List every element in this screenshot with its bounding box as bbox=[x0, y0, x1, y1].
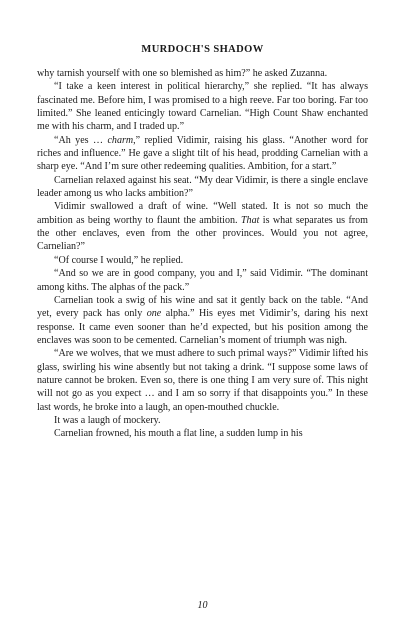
italic-text: one bbox=[146, 308, 162, 320]
text-segment: “I take a keen interest in political hierarchy,” she replied. “It has always fascinated me. Before him, I was promised to a high reeve. Far too boring. Far too limited.” She leaned enticingly toward Carnelian. “High Count Shaw enchanted me with his charm, and I traded up.” bbox=[37, 81, 368, 133]
text-segment: It was a laugh of mockery. bbox=[54, 414, 161, 426]
paragraph bbox=[37, 134, 368, 174]
book-page bbox=[37, 0, 368, 630]
page-number: 10 bbox=[197, 600, 208, 611]
paragraph bbox=[37, 294, 368, 347]
italic-text: That bbox=[240, 214, 260, 226]
paragraph bbox=[37, 347, 368, 414]
paragraph bbox=[37, 254, 368, 267]
italic-text: charm bbox=[107, 134, 134, 146]
paragraph bbox=[37, 174, 368, 201]
text-segment: ,” replied Vidimir, raising his glass. “Another word for riches and influence.” He gave a slight tilt of his head, prodding Carnelian with a sharp eye. “And I’m sure other redeeming qualities. Ambition, for a start.” bbox=[37, 134, 368, 173]
text-segment: why tarnish yourself with one so blemished as him?” he asked Zuzanna. bbox=[37, 68, 328, 79]
running-title: MURDOCH'S SHADOW bbox=[141, 44, 264, 55]
text-segment: Carnelian relaxed against his seat. “My dear Vidimir, is there a single enclave leader among us who lacks ambition?” bbox=[37, 174, 368, 200]
paragraph bbox=[37, 67, 368, 80]
paragraph bbox=[37, 200, 368, 253]
text-segment: is what separates us from the other enclaves, even from the other provinces. Would you not agree, Carnelian?” bbox=[37, 214, 368, 253]
text-segment: Carnelian took a swig of his wine and sat it gently back on the table. “And yet, every pack has only bbox=[37, 294, 368, 320]
text-segment: “Ah yes … bbox=[54, 134, 108, 146]
text-segment: “Of course I would,” he replied. bbox=[54, 254, 184, 266]
paragraph bbox=[37, 267, 368, 294]
text-segment: Vidimir swallowed a draft of wine. “Well stated. It is not so much the ambition as being worthy to flaunt the ambition. bbox=[37, 201, 368, 226]
text-segment: alpha.” His eyes met Vidimir’s, daring his next response. It came even sooner than he’d expected, but his position among the enclaves was soon to be cemented. Carnelian’s moment of triumph was nigh. bbox=[37, 308, 368, 346]
paragraph bbox=[37, 414, 368, 427]
text-segment: “And so we are in good company, you and I,” said Vidimir. “The dominant among kiths. The alphas of the pack.” bbox=[37, 268, 368, 293]
paragraph bbox=[37, 80, 368, 133]
paragraph bbox=[37, 427, 368, 440]
text-segment: “Are we wolves, that we must adhere to such primal ways?” Vidimir lifted his glass, swirling his wine absently but not taking a drink. “I suppose some laws of nature cannot be broken. Even so, there is one thing I am very sure of. This night will not go as you expect … and I am so sorry if that disappoints you.” In these last words, he broke into a laugh, an open-mouthed chuckle. bbox=[37, 348, 368, 413]
text-segment: Carnelian frowned, his mouth a flat line, a sudden lump in his bbox=[54, 428, 303, 440]
body-text bbox=[37, 67, 368, 441]
